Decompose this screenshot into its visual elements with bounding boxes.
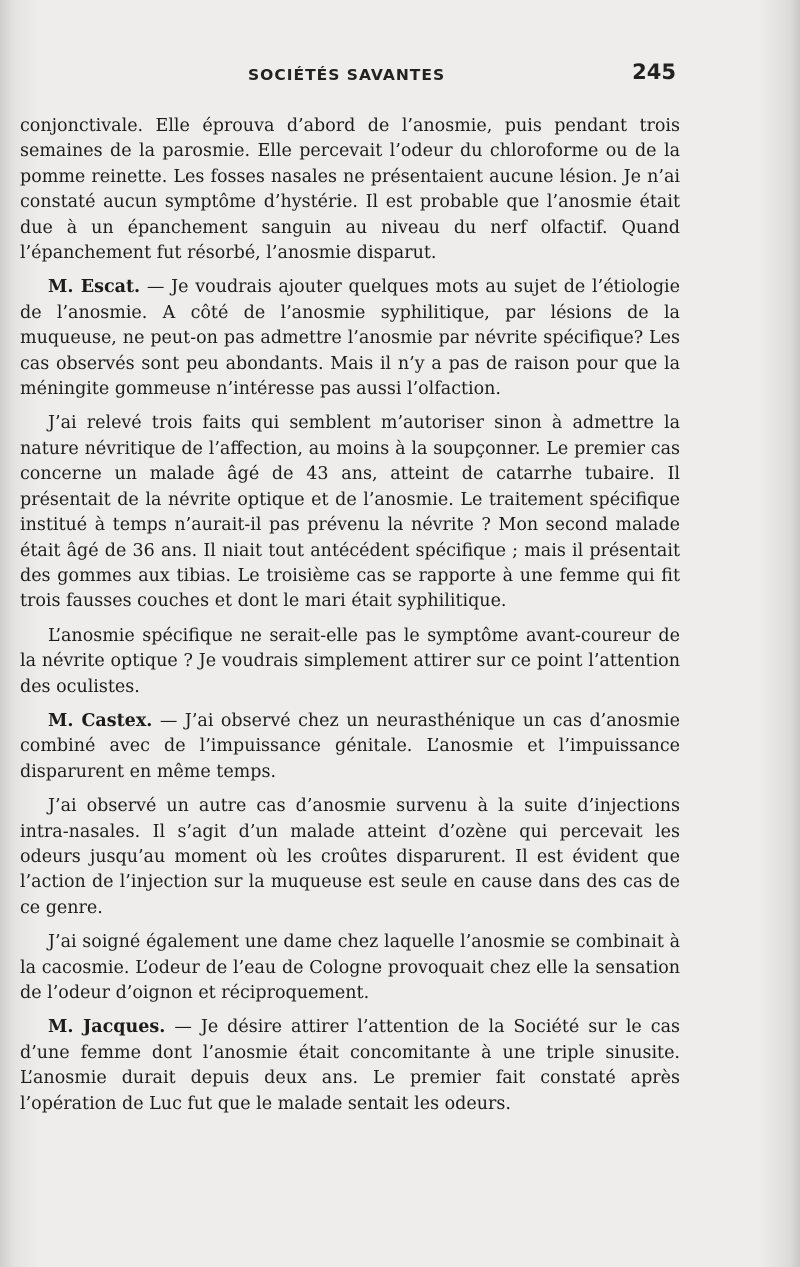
paragraph-text: — Je désire attirer l’attention de la Société sur le cas d’une femme dont l’anosmie était concomitante à une triple sinusite. L’anosmie durait depuis deux ans. Le premier fait constaté après l’opération de Luc fut que le malade sentait les odeurs. [20,1017,680,1114]
speaker-name: M. Escat. [48,277,141,298]
paragraph-text: — J’ai observé chez un neurasthénique un cas d’anosmie combiné avec de l’impuissance génitale. L’anosmie et l’impuissance disparurent en même temps. [20,710,680,782]
paragraph-text: J’ai soigné également une dame chez laquelle l’anosmie se combinait à la cacosmie. L’odeur de l’eau de Cologne provoquait chez elle la sensation de l’odeur d’oignon et réciproquement. [20,932,680,1003]
page-header [20,60,680,90]
paragraph-text: J’ai relevé trois faits qui semblent m’autoriser sinon à admettre la nature névritique de l’affection, au moins à la soupçonner. Le premier cas concerne un malade âgé de 43 ans, atteint de catarrhe tubaire. Il présentait de la névrite optique et de l’anosmie. Le traitement spécifique institué à temps n’aurait-il pas prévenu la névrite ? Mon second malade était âgé de 36 ans. Il niait tout antécédent spécifique ; mais il présentait des gommes aux tibias. Le troisième cas se rapporte à une femme qui fit trois fausses couches et dont le mari était syphilitique. [20,413,680,612]
paragraph [20,114,680,266]
paragraph-text: L’anosmie spécifique ne serait-elle pas le symptôme avant-coureur de la névrite optique ? Je voudrais simplement attirer sur ce point l’attention des oculistes. [20,625,680,697]
page-number: 245 [632,60,676,84]
paragraph-text: conjonctivale. Elle éprouva d’abord de l’anosmie, puis pendant trois semaines de la parosmie. Elle percevait l’odeur du chloroforme ou de la pomme reinette. Les fosses nasales ne présentaient aucune lésion. Je n’ai constaté aucun symptôme d’hystérie. Il est probable que l’anosmie était due à un épanchement sanguin au niveau du nerf olfactif. Quand l’épanchement fut résorbé, l’anosmie disparut. [20,116,680,264]
paragraph [20,275,680,402]
paragraph-text: J’ai observé un autre cas d’anosmie survenu à la suite d’injections intra-nasales. Il s’agit d’un malade atteint d’ozène qui percevait les odeurs jusqu’au moment où les croûtes disparurent. Il est évident que l’action de l’injection sur la muqueuse est seule en cause dans des cas de ce genre. [20,796,680,918]
paragraph [20,411,680,614]
paragraph [20,794,680,921]
speaker-name: M. Castex. [48,710,153,731]
paragraph [20,709,680,785]
paragraph [20,930,680,1006]
running-title: SOCIÉTÉS SAVANTES [248,66,446,84]
body-text [20,114,680,1126]
paragraph-text: — Je voudrais ajouter quelques mots au sujet de l’étiologie de l’anosmie. A côté de l’anosmie syphilitique, par lésions de la muqueuse, ne peut-on pas admettre l’anosmie par névrite spécifique? Les cas observés sont peu abondants. Mais il n’y a pas de raison pour que la méningite gommeuse n’intéresse pas aussi l’olfaction. [20,277,680,400]
paragraph [20,624,680,700]
speaker-name: M. Jacques. [48,1017,166,1038]
paragraph [20,1015,680,1117]
